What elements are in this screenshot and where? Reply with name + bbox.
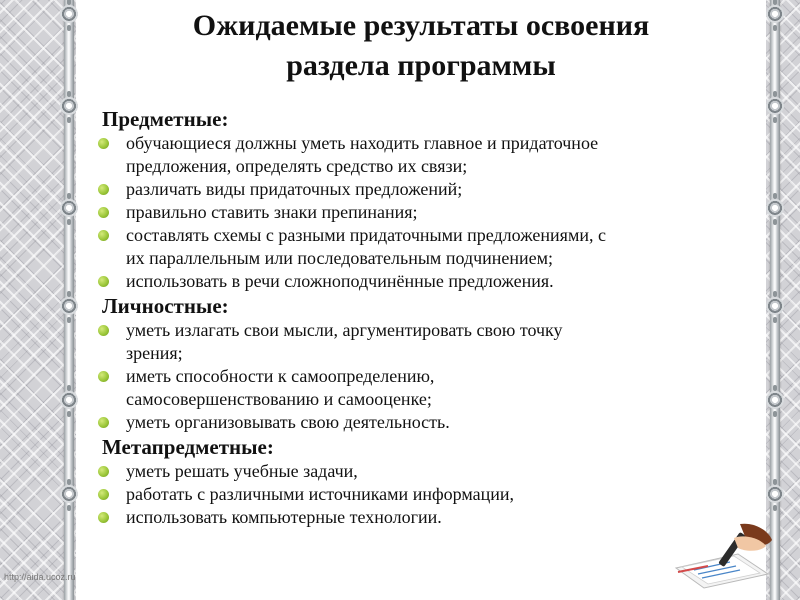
list-item-text-line: иметь способности к самоопределению,	[126, 366, 435, 386]
slide-title	[76, 6, 766, 86]
ornament-icon	[59, 390, 79, 412]
list-item-text-line: уметь решать учебные задачи,	[126, 461, 358, 481]
list-item	[92, 178, 732, 201]
list-item	[92, 411, 732, 434]
green-dot-bullet-icon	[98, 184, 109, 195]
list-item-text-line: различать виды придаточных предложений;	[126, 179, 463, 199]
list-item-text-line: предложения, определять средство их связи;	[126, 156, 468, 176]
green-dot-bullet-icon	[98, 371, 109, 382]
ornament-icon	[765, 4, 785, 26]
list-item	[92, 483, 732, 506]
ornament-icon	[765, 296, 785, 318]
list-item-text-line: работать с различными источниками информации,	[126, 484, 515, 504]
list-item-text-line: правильно ставить знаки препинания;	[126, 202, 418, 222]
section-heading: Предметные:	[102, 107, 229, 131]
section-list	[92, 460, 732, 529]
watermark-text: http://aida.ucoz.ru	[4, 572, 76, 582]
list-item-text-line: зрения;	[126, 343, 183, 363]
green-dot-bullet-icon	[98, 417, 109, 428]
list-item	[92, 365, 732, 411]
green-dot-bullet-icon	[98, 325, 109, 336]
list-item	[92, 270, 732, 293]
green-dot-bullet-icon	[98, 489, 109, 500]
section-list	[92, 319, 732, 434]
list-item-text-line: уметь излагать свои мысли, аргументировать свою точку	[126, 320, 563, 340]
list-item	[92, 132, 732, 178]
ornament-icon	[59, 484, 79, 506]
list-item	[92, 224, 732, 270]
list-item-text-line: обучающиеся должны уметь находить главное и придаточное	[126, 133, 599, 153]
list-item-text-line: их параллельным или последовательным подчинением;	[126, 248, 554, 268]
list-item-text-line: составлять схемы с разными придаточными предложениями, с	[126, 225, 606, 245]
ornament-icon	[59, 96, 79, 118]
ornament-icon	[765, 390, 785, 412]
list-item-text-line: уметь организовывать свою деятельность.	[126, 412, 450, 432]
slide-title-line-2: раздела программы	[286, 49, 556, 82]
ornament-icon	[765, 198, 785, 220]
list-item-text-line: использовать в речи сложноподчинённые предложения.	[126, 271, 554, 291]
section-heading: Личностные:	[102, 294, 229, 318]
ornament-icon	[765, 484, 785, 506]
ornament-icon	[765, 96, 785, 118]
ornament-icon	[59, 296, 79, 318]
slide-title-line-1: Ожидаемые результаты освоения	[192, 9, 650, 42]
green-dot-bullet-icon	[98, 138, 109, 149]
green-dot-bullet-icon	[98, 207, 109, 218]
green-dot-bullet-icon	[98, 230, 109, 241]
slide-content	[92, 106, 732, 529]
list-item	[92, 506, 732, 529]
section-heading: Метапредметные:	[102, 435, 274, 459]
list-item-text-line: самосовершенствованию и самооценке;	[126, 389, 432, 409]
ornament-icon	[59, 198, 79, 220]
green-dot-bullet-icon	[98, 276, 109, 287]
list-item	[92, 460, 732, 483]
green-dot-bullet-icon	[98, 512, 109, 523]
list-item	[92, 319, 732, 365]
green-dot-bullet-icon	[98, 466, 109, 477]
pen-writing-on-paper-icon	[668, 520, 778, 590]
section-list	[92, 132, 732, 293]
list-item-text-line: использовать компьютерные технологии.	[126, 507, 442, 527]
list-item	[92, 201, 732, 224]
